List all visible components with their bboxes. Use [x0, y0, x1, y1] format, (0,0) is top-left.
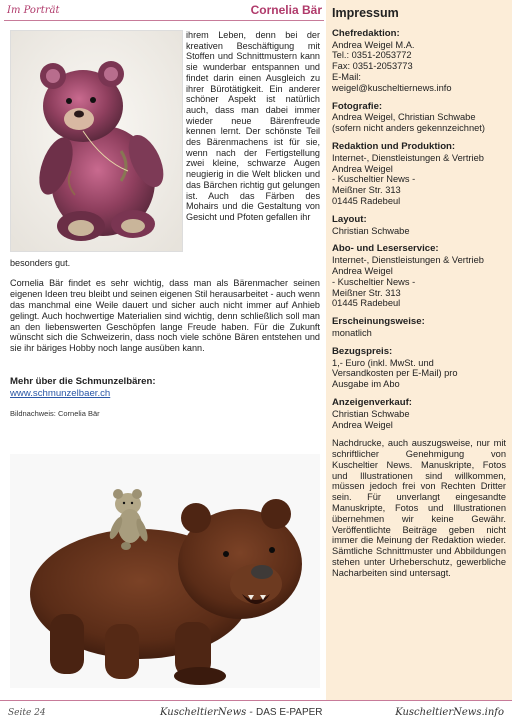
- impressum-heading: Fotografie:: [332, 100, 383, 112]
- section-kicker: Im Porträt: [7, 5, 60, 16]
- impressum-line: - Kuscheltier News -: [332, 276, 416, 287]
- website-link[interactable]: www.schmunzelbaer.ch: [10, 388, 111, 399]
- impressum-heading: Erscheinungsweise:: [332, 316, 425, 328]
- impressum-line: Andrea Weigel: [332, 163, 393, 174]
- impressum-line: Internet-, Dienstleistungen & Vertrieb: [332, 255, 484, 266]
- impressum-section: [332, 142, 506, 207]
- article-wrap-text: ihrem Leben, denn bei der kreativen Beschäftigung mit Stoffen und Schnittmustern kann sie wunderbar entspannen und findet darin einen Ausgleich zu ihrer Bürotätigkeit. Ein anderer schöner Aspekt ist natürlich auch, dass man dabei immer wieder neue Bärenfreude kennen lernt. Der schönste Teil des Bärenmachens ist für sie, wenn nach der Fertigstellung zwei kleine, schwarze Augen neugierig in die Welt blicken und das Bärchen richtig gut gelungen ist. Auch das Färben des Mohairs und die Gestaltung von Gesicht und Pfoten gefallen ihr: [186, 30, 320, 222]
- impressum-line: Andrea Weigel: [332, 265, 393, 276]
- impressum-line: monatlich: [332, 327, 372, 338]
- impressum-line: 01445 Radebeul: [332, 195, 401, 206]
- impressum-section: [332, 398, 506, 430]
- impressum-section: [332, 29, 506, 94]
- impressum-line: - Kuscheltier News -: [332, 174, 416, 185]
- impressum-sidebar: [326, 0, 512, 700]
- impressum-section: [332, 102, 506, 134]
- teddy-bear-photo-brown: [10, 454, 320, 688]
- photo-credit: Bildnachweis: Cornelia Bär: [10, 409, 100, 418]
- impressum-heading: Chefredaktion:: [332, 27, 400, 39]
- impressum-line: weigel@kuscheltiernews.info: [332, 82, 452, 93]
- impressum-line: Internet-, Dienstleistungen & Vertrieb: [332, 152, 484, 163]
- article-title: Cornelia Bär: [250, 3, 322, 17]
- page-footer: [0, 700, 512, 726]
- impressum-section: [332, 244, 506, 309]
- impressum-heading: Anzeigenverkauf:: [332, 396, 412, 408]
- impressum-sections: [332, 29, 506, 431]
- impressum-line: Meißner Str. 313: [332, 287, 401, 298]
- impressum-line: 01445 Radebeul: [332, 298, 401, 309]
- impressum-line: 1,- Euro (inkl. MwSt. und: [332, 357, 434, 368]
- impressum-line: Andrea Weigel: [332, 419, 393, 430]
- impressum-disclaimer: Nachdrucke, auch auszugsweise, nur mit schriftlicher Genehmigung von Kuscheltier News. Manuskripte, Fotos und Illustrationen sind willkommen, müssen jedoch frei von Rechten Dritter sein. Für unverlangt eingesandte Manuskripte, Fotos und Illustrationen übernehmen wir keine Gewähr. Veröffentlichte Beiträge geben nicht immer die Meinung der Redaktion wieder. Sämtliche Schnittmuster und Abbildungen stehen unter Urheberschutz, gewerbliche Nacharbeiten sind untersagt.: [332, 438, 506, 578]
- footer-website: KuscheltierNews.info: [395, 707, 504, 718]
- impressum-content: [332, 8, 506, 579]
- impressum-line: Christian Schwabe: [332, 408, 410, 419]
- more-heading: Mehr über die Schmunzelbären:: [10, 376, 156, 387]
- impressum-line: Ausgabe im Abo: [332, 379, 400, 390]
- article-body: [10, 258, 320, 354]
- impressum-line: E-Mail:: [332, 71, 361, 82]
- impressum-section: [332, 317, 506, 339]
- footer-center: [160, 707, 323, 718]
- impressum-line: Christian Schwabe: [332, 225, 410, 236]
- impressum-heading: Bezugspreis:: [332, 345, 393, 357]
- impressum-heading: Abo- und Leserservice:: [332, 243, 439, 255]
- teddy-bear-photo-pink: [10, 30, 183, 252]
- footer-edition: DAS E-PAPER: [256, 707, 323, 718]
- impressum-section: [332, 347, 506, 390]
- article-paragraph: Cornelia Bär findet es sehr wichtig, dass man als Bärenmacher seinen eigenen Ideen treu bleibt und seinen eigenen Stil herausarbeitet - auch wenn das manchmal eine Weile dauert und sicher auch nicht immer auf Anhieb gelingt. Auch hochwertige Materialien sind wichtig, denn schließlich soll man an den liebenswerten Geschöpfen lange Freude haben. Für die Zukunft wünscht sich die Schweizerin, dass noch viele schöne Bären entstehen und sie ihr bäriges Hobby noch lange ausüben kann.: [10, 277, 320, 354]
- impressum-line: Tel.: 0351-2053772: [332, 50, 412, 61]
- impressum-title: Impressum: [332, 6, 399, 20]
- impressum-line: Fax: 0351-2053773: [332, 61, 413, 72]
- impressum-section: [332, 215, 506, 237]
- article-wrap-end: besonders gut.: [10, 258, 71, 268]
- impressum-line: Andrea Weigel M.A.: [332, 39, 415, 50]
- impressum-line: Meißner Str. 313: [332, 185, 401, 196]
- impressum-line: (sofern nicht anders gekennzeichnet): [332, 123, 485, 134]
- impressum-heading: Redaktion und Produktion:: [332, 140, 456, 152]
- impressum-heading: Layout:: [332, 213, 367, 225]
- footer-brand: KuscheltierNews -: [160, 707, 256, 718]
- page-number: Seite 24: [8, 708, 46, 718]
- impressum-line: Versandkosten per E-Mail) pro: [332, 368, 458, 379]
- impressum-line: Andrea Weigel, Christian Schwabe: [332, 112, 476, 123]
